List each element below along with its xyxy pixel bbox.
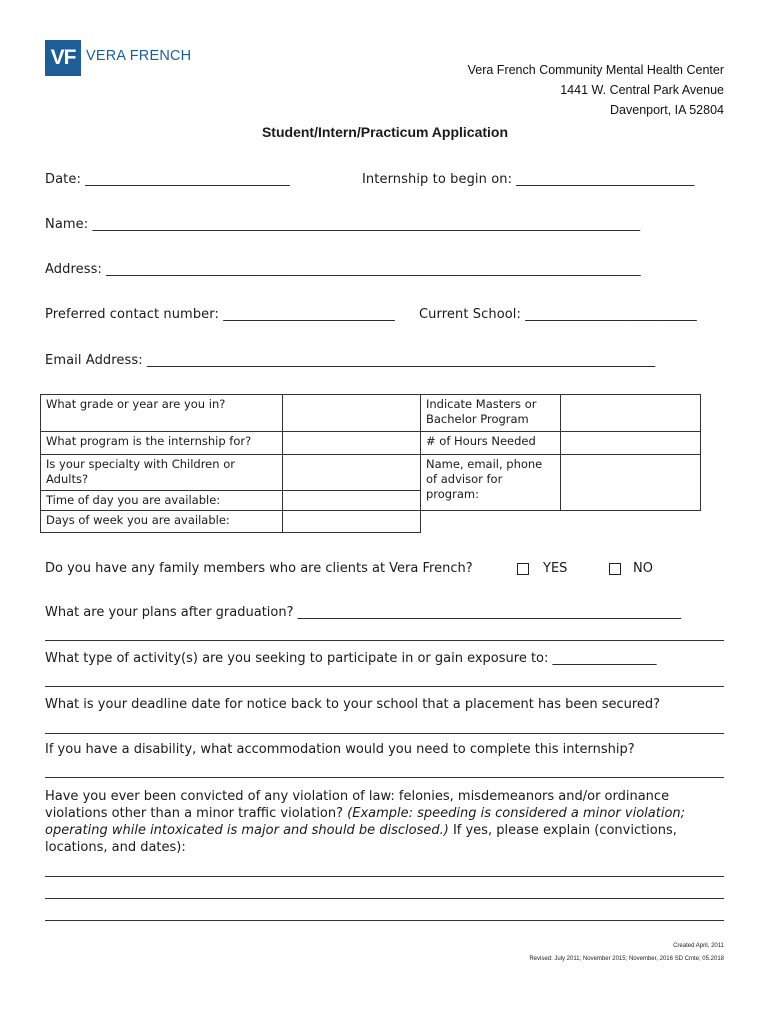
conviction-question — [45, 788, 685, 856]
disability-answer-line[interactable] — [45, 777, 724, 778]
deadline-question: What is your deadline date for notice back to your school that a placement has been secured? — [45, 697, 661, 712]
logo-text: VERA FRENCH — [86, 48, 192, 64]
days-of-week-input[interactable] — [283, 511, 421, 533]
plans-question[interactable]: What are your plans after graduation? ___________________________________________________________ — [45, 605, 682, 620]
advisor-input[interactable] — [561, 455, 701, 511]
revised-dates: Revised: July 2011; November 2015; November, 2016 SD Cmte; 05.2018 — [529, 956, 724, 962]
org-city: Davenport, IA 52804 — [610, 103, 724, 117]
time-of-day-label: Time of day you are available: — [41, 491, 283, 511]
conviction-answer-line-2[interactable] — [45, 898, 724, 899]
time-of-day-input[interactable] — [283, 491, 421, 511]
disability-question: If you have a disability, what accommodation would you need to complete this internship? — [45, 742, 635, 757]
org-name: Vera French Community Mental Health Center — [467, 63, 724, 77]
conviction-line-2a: violations other than a minor traffic violation? — [45, 806, 348, 821]
activity-question[interactable]: What type of activity(s) are you seeking to participate in or gain exposure to: ________________ — [45, 651, 657, 666]
conviction-line-1: Have you ever been convicted of any violation of law: felonies, misdemeanors and/or ordinance — [45, 789, 670, 804]
vf-logo-mark: VF — [45, 40, 81, 76]
grade-label: What grade or year are you in? — [41, 395, 283, 432]
no-checkbox[interactable] — [609, 563, 621, 575]
family-question: Do you have any family members who are clients at Vera French? — [45, 561, 473, 576]
current-school-field[interactable]: Current School: __________________________ — [419, 307, 697, 322]
grade-input[interactable] — [283, 395, 421, 432]
created-date: Created April, 2011 — [673, 943, 724, 949]
contact-number-field[interactable]: Preferred contact number: __________________________ — [45, 307, 395, 322]
conviction-line-4: locations, and dates): — [45, 840, 186, 855]
conviction-line-3b: If yes, please explain (convictions, — [448, 823, 677, 838]
yes-checkbox[interactable] — [517, 563, 529, 575]
advisor-label: Name, email, phone of advisor for program: — [421, 455, 561, 511]
internship-begin-field[interactable]: Internship to begin on: ___________________________ — [362, 172, 695, 187]
specialty-label: Is your specialty with Children or Adults? — [41, 455, 283, 491]
plans-answer-line[interactable] — [45, 640, 724, 641]
conviction-answer-line-3[interactable] — [45, 920, 724, 921]
no-label: NO — [633, 561, 653, 576]
conviction-example: (Example: speeding is considered a minor violation; — [347, 806, 686, 821]
name-field[interactable]: Name: ___________________________________________________________________________________ — [45, 217, 641, 232]
date-field[interactable]: Date: _______________________________ — [45, 172, 290, 187]
program-label: What program is the internship for? — [41, 432, 283, 455]
address-field[interactable]: Address: _________________________________________________________________________________ — [45, 262, 641, 277]
masters-bachelor-label: Indicate Masters or Bachelor Program — [421, 395, 561, 432]
form-title: Student/Intern/Practicum Application — [261, 124, 509, 140]
org-street: 1441 W. Central Park Avenue — [560, 83, 724, 97]
conviction-answer-line-1[interactable] — [45, 876, 724, 877]
vera-french-logo — [45, 40, 191, 76]
conviction-example-cont: operating while intoxicated is major and should be disclosed.) — [45, 823, 449, 838]
hours-label: # of Hours Needed — [421, 432, 561, 455]
deadline-answer-line[interactable] — [45, 733, 724, 734]
hours-input[interactable] — [561, 432, 701, 455]
yes-label: YES — [543, 561, 568, 576]
program-input[interactable] — [283, 432, 421, 455]
days-of-week-label: Days of week you are available: — [41, 511, 283, 533]
specialty-input[interactable] — [283, 455, 421, 491]
masters-bachelor-input[interactable] — [561, 395, 701, 432]
activity-answer-line[interactable] — [45, 686, 724, 687]
info-table — [40, 394, 701, 533]
email-field[interactable]: Email Address: _____________________________________________________________________________ — [45, 353, 656, 368]
